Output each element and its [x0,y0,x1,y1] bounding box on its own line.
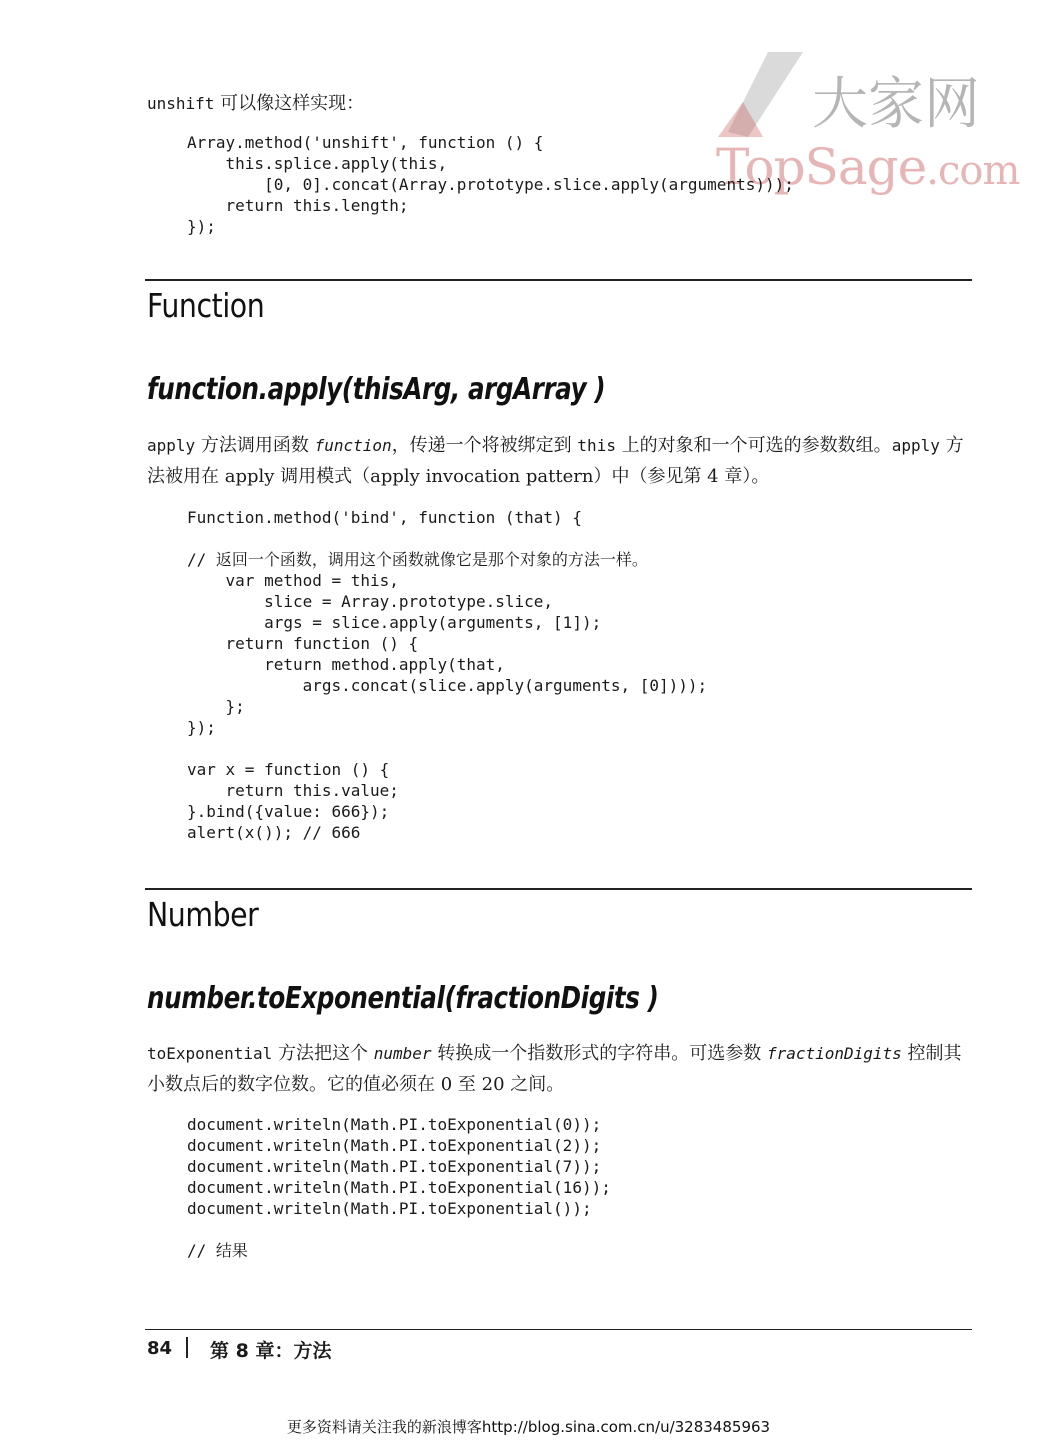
para-text: 方法把这个 [272,1043,374,1064]
footer-separator [186,1337,188,1358]
section-rule-number [145,888,972,890]
bottom-note: 更多资料请关注我的新浪博客http://blog.sina.com.cn/u/3283485963 [286,1418,771,1436]
number-toexponential-paragraph [147,1038,977,1100]
method-title-apply: function.apply(thisArg, argArray ) [147,372,606,407]
para-text: 方法被用在 apply 调用模式（apply invocation pattern）中（参见第 4 章）。 [147,435,964,487]
toexponential-code: toExponential [147,1044,273,1063]
number-em: number [373,1044,432,1063]
this-code: this [577,436,616,455]
section-title-function: Function [147,286,265,325]
intro-code-word: unshift [147,94,215,113]
fractiondigits-em: fractionDigits [766,1044,902,1063]
section-title-number: Number [147,895,259,934]
footer-rule [145,1329,972,1330]
apply-code-2: apply [891,436,940,455]
code-toexponential: document.writeln(Math.PI.toExponential(0)); document.writeln(Math.PI.toExponential(2)); document.writeln(Math.PI.toExponential(7)); document.writeln(Math.PI.toExponential(16)); document.writeln(Math.PI.toExponential()); // 结果 [187,1115,611,1260]
intro-text: 可以像这样实现： [214,93,365,114]
intro-paragraph [147,88,977,119]
watermark-cn: 大家网 [812,72,980,137]
method-title-toexponential: number.toExponential(fractionDigits ) [147,981,659,1016]
code-bind: Function.method('bind', function (that) { // 返回一个函数，调用这个函数就像它是那个对象的方法一样。 var method = this, slice = Array.prototype.slice, args = slice.apply(arguments, [1]); return function () { return method.apply(that, args.concat(slice.apply(arguments, [0]))); }; }); var x = function () { return this.value; }.bind({value: 666}); alert(x()); // 666 [187,508,708,842]
page-number: 84 [147,1338,173,1359]
para-text: 转换成一个指数形式的字符串。可选参数 [431,1043,767,1064]
para-text: 控制其小数点后的数字位数。它的值必须在 0 至 20 之间。 [147,1043,962,1095]
watermark-brand-name: TopSage [716,138,927,196]
footer-chapter: 第 8 章：方法 [210,1340,332,1362]
para-text: ，传递一个将被绑定到 [391,435,578,456]
para-text: 方法调用函数 [195,435,315,456]
watermark-domain: .com [926,148,1020,194]
apply-code: apply [147,436,196,455]
code-unshift: Array.method('unshift', function () { this.splice.apply(this, [0, 0].concat(Array.prototype.slice.apply(arguments))); return this.length; }); [187,133,794,236]
function-apply-paragraph [147,430,977,492]
function-em: function [314,436,392,455]
section-rule-function [145,279,972,281]
para-text: 上的对象和一个可选的参数数组。 [615,435,892,456]
